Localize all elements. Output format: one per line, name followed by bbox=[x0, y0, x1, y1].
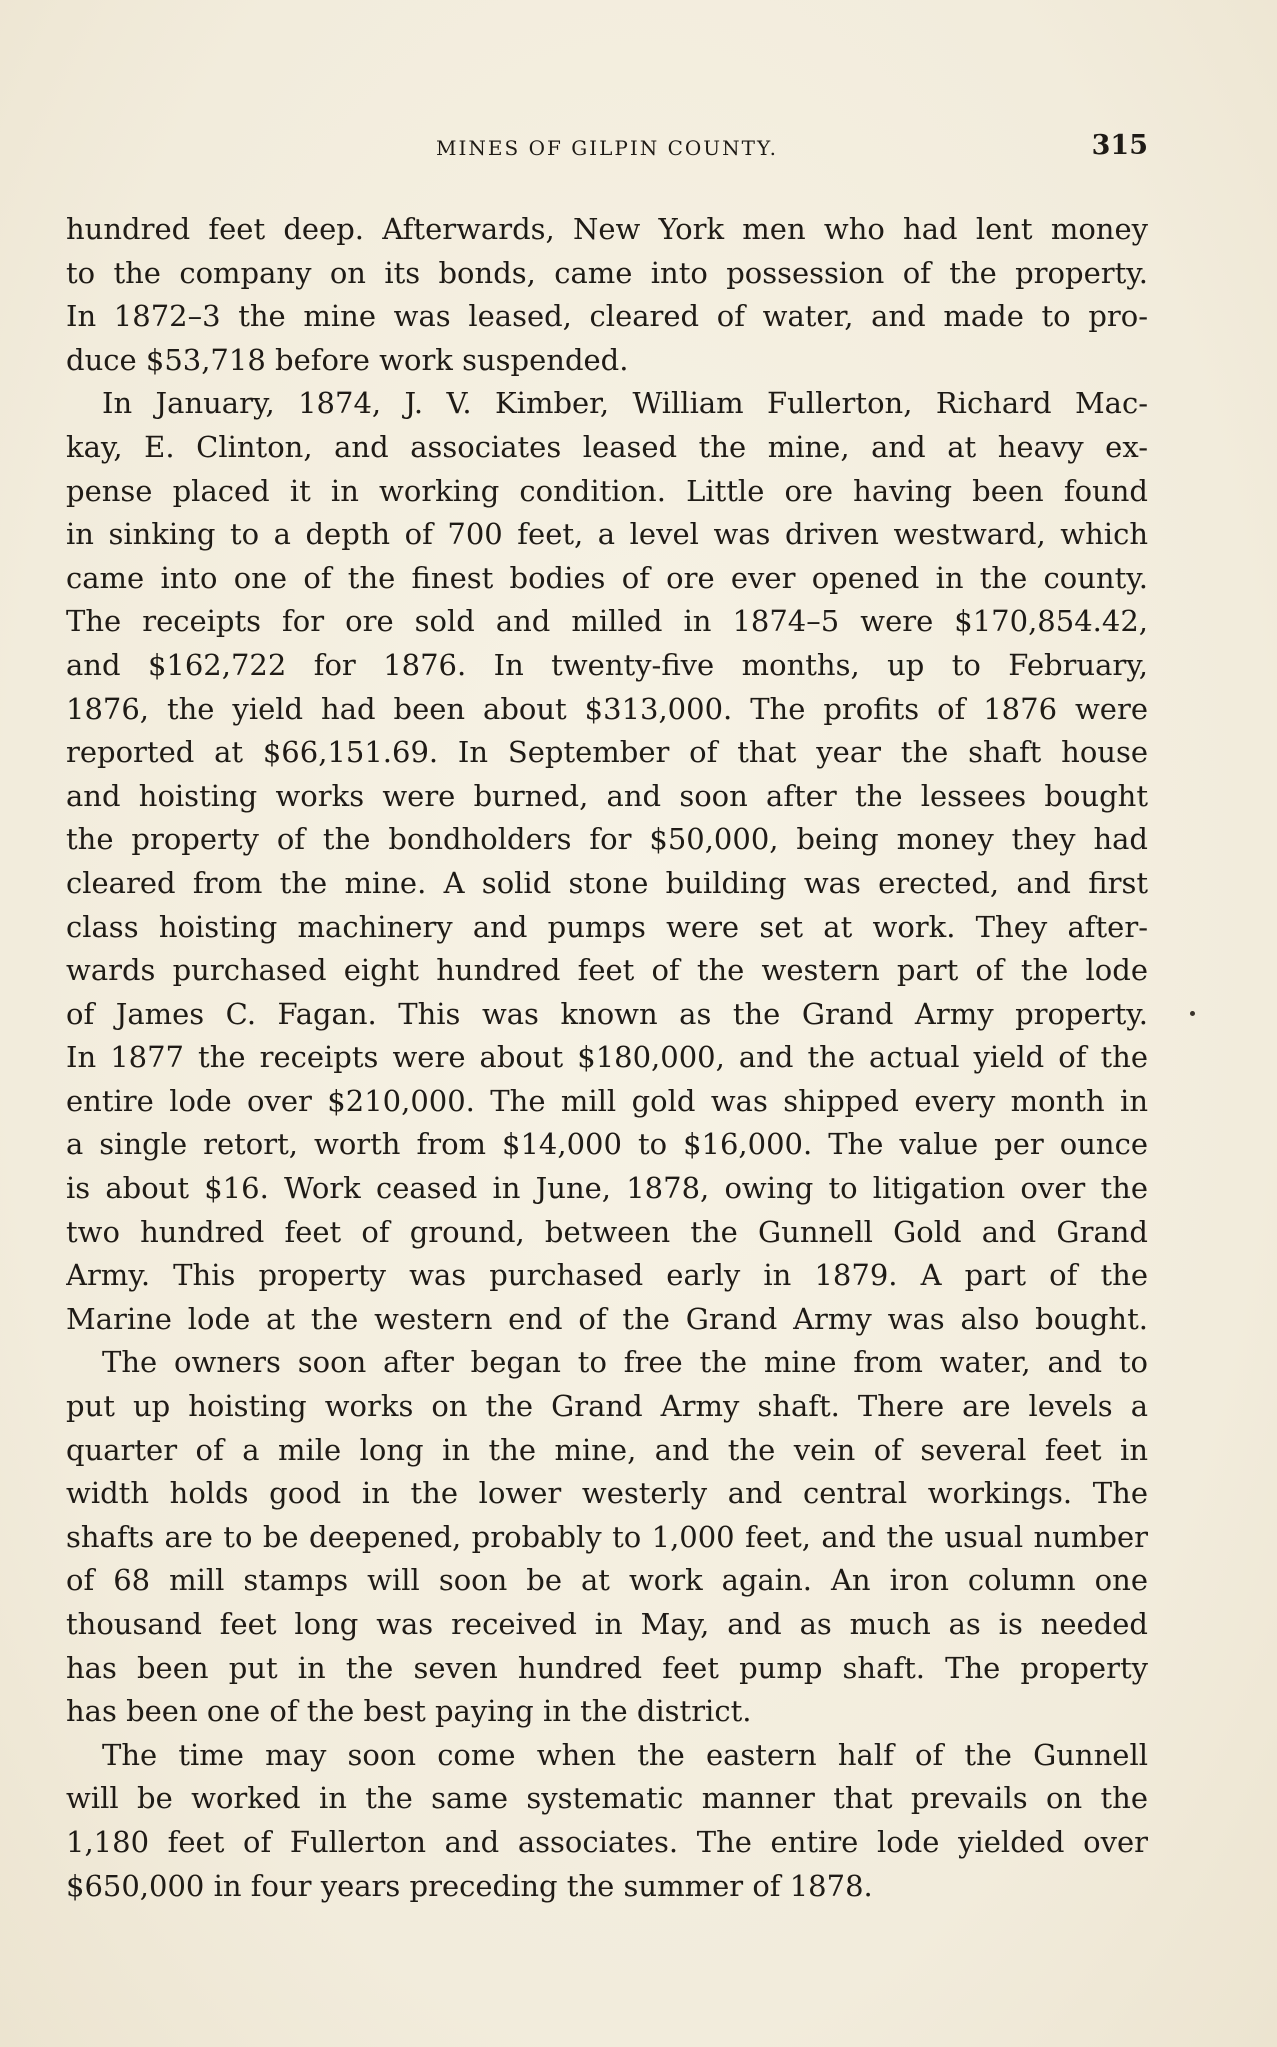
text-line: two hundred feet of ground, between the Gunnell Gold and Grand bbox=[66, 1214, 1148, 1249]
text-line: shafts are to be deepened, probably to 1,000 feet, and the usual number bbox=[66, 1519, 1148, 1554]
text-line: the property of the bondholders for $50,000, being money they had bbox=[66, 822, 1148, 857]
text-line: kay, E. Clinton, and associates leased the mine, and at heavy ex- bbox=[66, 429, 1148, 464]
running-title: MINES OF GILPIN COUNTY. bbox=[436, 136, 778, 160]
text-line: In 1872–3 the mine was leased, cleared of water, and made to pro- bbox=[66, 299, 1148, 334]
text-line: cleared from the mine. A solid stone building was erected, and first bbox=[66, 865, 1148, 900]
text-line: to the company on its bonds, came into possession of the property. bbox=[66, 255, 1148, 290]
text-line: In 1877 the receipts were about $180,000, and the actual yield of the bbox=[66, 1040, 1148, 1075]
text-line: put up hoisting works on the Grand Army shaft. There are levels a bbox=[66, 1389, 1148, 1424]
text-line: quarter of a mile long in the mine, and the vein of several feet in bbox=[66, 1432, 1148, 1467]
text-line: 1,180 feet of Fullerton and associates. The entire lode yielded over bbox=[66, 1824, 1148, 1859]
text-line: In January, 1874, J. V. Kimber, William Fullerton, Richard Mac- bbox=[102, 386, 1148, 421]
text-line: entire lode over $210,000. The mill gold was shipped every month in bbox=[66, 1083, 1148, 1118]
text-line: reported at $66,151.69. In September of that year the shaft house bbox=[66, 735, 1148, 770]
text-line: and $162,722 for 1876. In twenty-five months, up to February, bbox=[66, 647, 1148, 682]
text-line: will be worked in the same systematic manner that prevails on the bbox=[66, 1781, 1148, 1816]
page-number: 315 bbox=[1091, 130, 1148, 161]
text-line: a single retort, worth from $14,000 to $16,000. The value per ounce bbox=[66, 1127, 1148, 1162]
text-line: Marine lode at the western end of the Grand Army was also bought. bbox=[66, 1301, 1148, 1336]
text-line: in sinking to a depth of 700 feet, a level was driven westward, which bbox=[66, 517, 1148, 552]
text-line: has been one of the best paying in the district. bbox=[66, 1694, 752, 1729]
running-head bbox=[66, 130, 1148, 170]
text-line: The owners soon after began to free the mine from water, and to bbox=[102, 1345, 1148, 1380]
text-line: $650,000 in four years preceding the summer of 1878. bbox=[66, 1868, 873, 1903]
text-line: came into one of the finest bodies of ore ever opened in the county. bbox=[66, 560, 1148, 595]
text-line: has been put in the seven hundred feet pump shaft. The property bbox=[66, 1650, 1148, 1685]
text-line: The time may soon come when the eastern half of the Gunnell bbox=[102, 1737, 1148, 1772]
body-text bbox=[66, 208, 1148, 1908]
text-line: class hoisting machinery and pumps were set at work. They after- bbox=[66, 909, 1148, 944]
text-line: The receipts for ore sold and milled in 1874–5 were $170,854.42, bbox=[66, 604, 1148, 639]
margin-dot bbox=[1190, 1011, 1195, 1016]
text-line: wards purchased eight hundred feet of the western part of the lode bbox=[66, 953, 1148, 988]
text-line: 1876, the yield had been about $313,000. The profits of 1876 were bbox=[66, 691, 1148, 726]
text-line: thousand feet long was received in May, and as much as is needed bbox=[66, 1607, 1148, 1641]
text-line: and hoisting works were burned, and soon after the lessees bought bbox=[66, 778, 1148, 813]
text-line: width holds good in the lower westerly and central workings. The bbox=[66, 1476, 1148, 1511]
text-line: of 68 mill stamps will soon be at work again. An iron column one bbox=[66, 1563, 1148, 1598]
text-line: is about $16. Work ceased in June, 1878, owing to litigation over the bbox=[66, 1171, 1148, 1206]
text-line: pense placed it in working condition. Little ore having been found bbox=[66, 473, 1148, 508]
text-line: hundred feet deep. Afterwards, New York men who had lent money bbox=[66, 212, 1148, 246]
text-line: of James C. Fagan. This was known as the Grand Army property. bbox=[66, 996, 1148, 1031]
text-line: duce $53,718 before work suspended. bbox=[66, 342, 629, 377]
text-line: Army. This property was purchased early in 1879. A part of the bbox=[66, 1258, 1148, 1293]
